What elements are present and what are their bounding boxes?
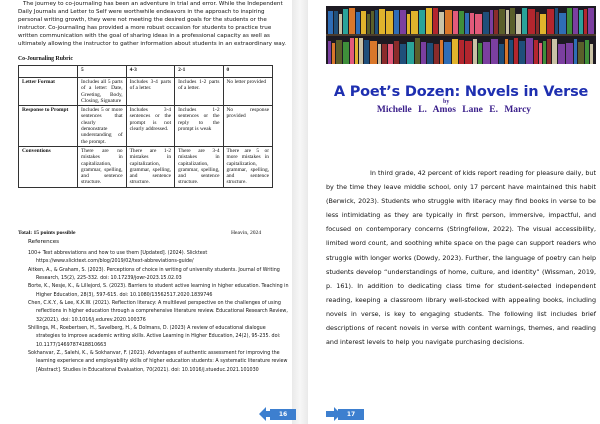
article-authors: Michelle L. Amos Lane E. Marcy: [376, 105, 532, 115]
book-spine: [555, 8, 558, 34]
book-spine: [465, 13, 469, 34]
page-number-left: 16: [270, 409, 296, 420]
reference-item: Chen, C.K.Y., & Lee, K.K.W. (2021). Reflection literacy: A multilevel perspective on the challenges of using reflections in higher education through a comprehensive literature review. Educational Research Review, 32(2021). doi: 10.1016/j.edurev.2020.100376: [28, 301, 288, 323]
page-number-right: 17: [338, 409, 364, 420]
book-spine: [585, 40, 589, 64]
book-spine: [473, 39, 477, 64]
intro-paragraph: The journey to co-journaling has been an adventure in trial and error. While the Independent Daily Journals and Letter to Self were worthwhile endeavors in the approach to inspiring personal writing growth, they were not meeting the desired goals for the students or the instructor. Co-journaling has provided a more robust occasion for students to practice true written communication with the goal of sharing ideas in a professional capacity as well as ultimately allowing the instructor to gather information about students in an extraordinary way.: [18, 1, 287, 47]
rubric-cell: There are no mistakes in capitalization, grammar, spelling, and sentence structure.: [78, 146, 127, 187]
book-spine: [465, 41, 472, 64]
rubric-cell: Includes 5 or more sentences that clearly demonstrate understanding of the prompt.: [78, 106, 127, 147]
rubric-total: Total: 15 points possible: [18, 230, 76, 236]
reference-item: Shillings, M., Roebertsen, H., Savelberg, H., & Dolmans, D. (2023) A review of educational dialogue strategies to improve academic writing skills. Active Learning in Higher Education, 24(2), 95-235. doi: 10.1177/1469787418810663: [28, 326, 281, 348]
book-spine: [394, 10, 399, 34]
book-spine: [478, 43, 482, 64]
book-spine: [332, 43, 335, 64]
book-spine: [453, 11, 458, 34]
book-spine: [459, 11, 464, 34]
book-spine: [475, 14, 482, 34]
book-spine: [336, 40, 342, 64]
book-spine: [539, 43, 542, 64]
book-spine: [370, 41, 377, 64]
book-spine: [371, 11, 374, 34]
book-spine: [522, 8, 527, 34]
left-page: [0, 0, 292, 424]
rubric-cell: Includes all 5 parts of a letter: Date, Greeting, Body, Closing, Signature: [78, 78, 127, 106]
book-spine: [421, 42, 426, 64]
book-spine: [505, 39, 508, 64]
rubric-row: [19, 146, 273, 187]
rubric-title: Co-Journaling Rubric: [18, 56, 73, 62]
bookshelf-row: [326, 36, 596, 64]
book-spine: [343, 9, 348, 34]
book-spine: [547, 39, 551, 64]
book-spine: [407, 14, 410, 34]
book-spine: [364, 40, 369, 64]
book-spine: [375, 10, 378, 34]
book-spine: [491, 39, 498, 64]
article-title: A Poet’s Dozen: Novels in Verse: [333, 84, 589, 100]
book-spine: [547, 9, 554, 34]
book-spine: [379, 9, 385, 34]
book-spine: [499, 44, 504, 64]
book-spine: [509, 40, 513, 64]
book-spine: [459, 40, 464, 64]
book-spine: [516, 14, 521, 34]
book-spine: [349, 8, 355, 34]
book-spine: [584, 9, 587, 34]
book-spine: [386, 11, 393, 34]
rubric-cell: Includes 3-4 sentences or the prompt is not clearly addressed.: [126, 106, 174, 147]
bookshelf-image: [326, 6, 596, 64]
book-spine: [573, 8, 578, 34]
rubric-row: [19, 78, 273, 106]
book-spine: [574, 39, 577, 64]
book-spine: [339, 14, 342, 34]
rubric-cell: There are 1-2 mistakes in capitalization, grammar, spelling, and sentence structure.: [126, 146, 174, 187]
rubric-table: [18, 65, 273, 188]
book-spine: [534, 40, 538, 64]
book-spine: [400, 10, 406, 34]
book-spine: [367, 14, 370, 34]
book-spine: [440, 40, 443, 64]
book-spine: [536, 12, 539, 34]
book-spine: [506, 10, 509, 34]
book-spine: [407, 42, 414, 64]
book-spine: [356, 12, 360, 34]
page-gutter: [292, 0, 308, 424]
reference-item: Borte, K., Nesje, K., & Lillejord, S. (2023). Barriers to student active learning in higher education. Teaching in Higher Education, 28(3), 597-615. doi: 10.1080/13562517.2020.1839746: [28, 284, 289, 298]
book-spine: [590, 44, 593, 64]
right-page: [308, 0, 600, 424]
book-spine: [567, 8, 572, 34]
book-spine: [328, 41, 331, 64]
rubric-criterion: Conventions: [19, 146, 78, 187]
rubric-criterion: Letter Format: [19, 78, 78, 106]
book-spine: [566, 43, 573, 64]
book-spine: [519, 41, 525, 64]
book-spine: [434, 44, 439, 64]
rubric-criterion: Response to Prompt: [19, 106, 78, 147]
book-spine: [400, 44, 406, 64]
book-spine: [483, 42, 490, 64]
book-spine: [355, 38, 358, 64]
rubric-credit: Heavin, 2024: [231, 230, 262, 236]
book-spine: [415, 38, 420, 64]
book-spine: [483, 12, 489, 34]
book-spine: [579, 10, 583, 34]
book-spine: [426, 8, 432, 34]
book-spine: [559, 13, 566, 34]
book-spine: [361, 11, 366, 34]
book-spine: [540, 14, 546, 34]
book-spine: [470, 13, 474, 34]
rubric-cell: Includes 3-4 parts of a letter.: [126, 78, 174, 106]
book-spine: [382, 44, 387, 64]
rubric-header-cell: 5: [78, 66, 127, 78]
book-spine: [514, 38, 518, 64]
book-spine: [419, 10, 425, 34]
rubric-header-row: [19, 66, 273, 78]
rubric-cell: Includes 1-2 sentences or the reply to the prompt is weak: [175, 106, 223, 147]
book-spine: [452, 39, 458, 64]
book-spine: [439, 12, 444, 34]
book-spine: [499, 9, 505, 34]
book-spine: [411, 11, 418, 34]
rubric-header-cell: 0: [223, 66, 272, 78]
book-spine: [444, 42, 451, 64]
byline-by: by: [443, 99, 450, 105]
book-spine: [510, 8, 515, 34]
book-spine: [543, 41, 546, 64]
book-spine: [378, 44, 381, 64]
book-spine: [343, 42, 349, 64]
book-spine: [526, 38, 533, 64]
book-spine: [490, 10, 493, 34]
book-spine: [528, 9, 535, 34]
rubric-cell: There are 5 or more mistakes in capitalization, grammar, spelling, and sentence structure.: [223, 146, 272, 187]
book-spine: [433, 8, 438, 34]
rubric-header-cell: [19, 66, 78, 78]
book-spine: [445, 10, 452, 34]
rubric-cell: There are 3-4 mistakes in capitalization, grammar, spelling, and sentence structure.: [175, 146, 223, 187]
book-spine: [350, 38, 354, 64]
rubric-cell: No letter provided: [223, 78, 272, 106]
book-spine: [578, 42, 584, 64]
reference-item: Sokhanvar, Z., Salehi, K., & Sokhanvar, F. (2021). Advantages of authentic assessment for improving the learning experience and employability skills of higher education students: A systematic literature review [Abstract]. Studies in Educational Evaluation, 70(2021). doi: 10.1016/j.stueduc.2021.101030: [28, 351, 288, 373]
book-spine: [552, 39, 557, 64]
rubric-row: [19, 106, 273, 147]
references-list: [28, 250, 290, 375]
rubric-cell: Includes 1-2 parts of a letter.: [175, 78, 223, 106]
book-spine: [328, 11, 333, 34]
article-body: In third grade, 42 percent of kids report reading for pleasure daily, but by the time they leave middle school, only 17 percent have maintained this habit (Berwick, 2023). Students who struggle with literacy may find books in verse to be less intimidating as they are typically in first person, immersive, impactful, and focused on contemporary concerns (Stringfellow, 2022). The visual accessibility, limited word count, and soothing white space on the page can support readers who struggle with longer works (Dowdy, 2023). Further, the language of poetry can help students develop “understandings of home, culture, and identity” (Wissman, 2019, p. 161). In addition to dedicating class time for student-selected independent reading, keeping a classroom library well-stocked with appealing books, including novels in verse, is key to engaging students. The following list includes brief descriptions of recent novels in verse with content warnings, themes, and reading and interest levels to help you navigate purchasing decisions.: [326, 169, 596, 347]
book-spine: [394, 41, 399, 64]
book-spine: [494, 10, 498, 34]
rubric-cell: No response provided: [223, 106, 272, 147]
reference-item: Aitken, A., & Graham, S. (2023). Perceptions of choice in writing of university students. Journal of Writing Research, 15(2), 225-332. doi: 10.17239/jowr-2023.15.02.03: [28, 267, 280, 282]
rubric-header-cell: 4-3: [126, 66, 174, 78]
book-spine: [558, 44, 565, 64]
book-spine: [388, 44, 393, 64]
book-spine: [359, 38, 363, 64]
book-spine: [334, 11, 338, 34]
references-heading: References: [28, 239, 60, 245]
book-spine: [588, 8, 594, 34]
bookshelf-row: [326, 6, 596, 34]
book-spine: [427, 43, 433, 64]
rubric-header-cell: 2-1: [175, 66, 223, 78]
reference-item: 100+ Text abbreviations and how to use them [Updated]. (2024). Slicktext https://www.slicktext.com/blog/2019/02/text-abbreviations-guide/: [28, 251, 208, 265]
